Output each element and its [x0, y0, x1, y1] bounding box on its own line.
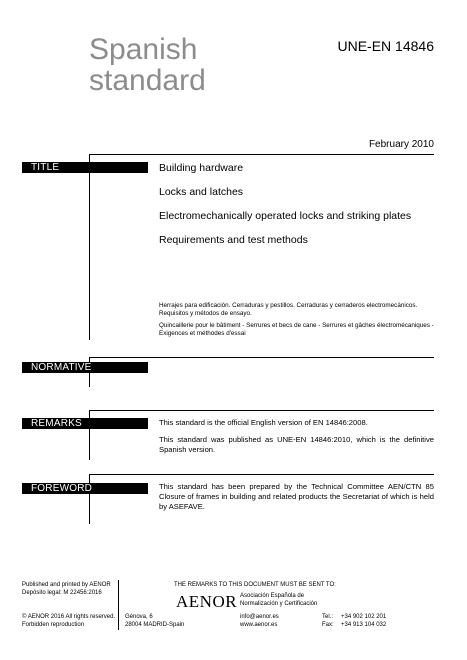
title-french: Quincaillerie pour le bâtiment - Serrures et becs de cane - Serrures et gâches électromécaniques - Exigences et méthodes d'essai [159, 322, 434, 337]
title-line-4: Requirements and test methods [159, 234, 308, 246]
assoc-line-1: Asociación Española de [240, 593, 305, 599]
forbidden-reproduction: Forbidden reproduction [22, 622, 85, 628]
assoc-line-2: Normalización y Certificación [240, 601, 318, 607]
remarks-paragraph-1: This standard is the official English version of EN 14846:2008. [159, 418, 368, 427]
copyright: © AENOR 2016 All rights reserved. [22, 614, 116, 620]
section-tag-title: TITLE [22, 162, 148, 173]
section-tag-foreword: FOREWORD [22, 483, 148, 494]
foreword-paragraph: This standard has been prepared by the Technical Committee AEN/CTN 85 Closure of frames in building and related products the Secretariat of which is held by ASEFAVE. [159, 482, 434, 511]
tel-number: +34 902 102 201 [341, 614, 387, 620]
address-line-1: Génova, 6 [125, 614, 153, 620]
document-number: UNE-EN 14846 [337, 38, 434, 54]
title-spanish: Herrajes para edificación. Cerraduras y pestillos. Cerraduras y cerraderos electromecánicos. Requisitos y métodos de ensayo. [159, 302, 418, 317]
divider-top [89, 154, 434, 155]
title-line-2: Locks and latches [159, 186, 244, 198]
section-tag-remarks: REMARKS [22, 418, 148, 429]
contact-website[interactable]: www.aenor.es [240, 622, 278, 628]
deposito-legal: Depósito legal: M 22456:2016 [22, 590, 102, 596]
title-section-rule [89, 154, 90, 340]
divider-foreword [89, 474, 434, 475]
brand-title [89, 34, 289, 96]
remarks-send-to: THE REMARKS TO THIS DOCUMENT MUST BE SENT TO: [174, 582, 336, 588]
title-line-3: Electromechanically operated locks and striking plates [159, 210, 412, 222]
tel-label: Tel.: [322, 614, 334, 620]
brand-line-1: Spanish [89, 33, 198, 66]
fax-number: +34 913 104 032 [341, 622, 387, 628]
foreword-section-rule [89, 474, 90, 524]
fax-label: Fax: [322, 622, 334, 628]
aenor-association [240, 592, 317, 608]
section-tag-normative: NORMATIVE [22, 362, 148, 373]
brand-line-2: standard [89, 64, 206, 97]
contact-email[interactable]: info@aenor.es [240, 614, 279, 620]
footer-divider [118, 580, 119, 630]
aenor-logo: AENOR [176, 592, 238, 611]
address-line-2: 28004 MADRID-Spain [125, 622, 185, 628]
divider-normative [89, 357, 434, 358]
remarks-paragraph-2: This standard was published as UNE-EN 14846:2010, which is the definitive Spanish version. [159, 435, 434, 454]
publication-date: February 2010 [368, 139, 434, 150]
divider-remarks [89, 410, 434, 411]
title-line-1: Building hardware [159, 162, 244, 174]
published-by: Published and printed by AENOR [22, 582, 111, 588]
